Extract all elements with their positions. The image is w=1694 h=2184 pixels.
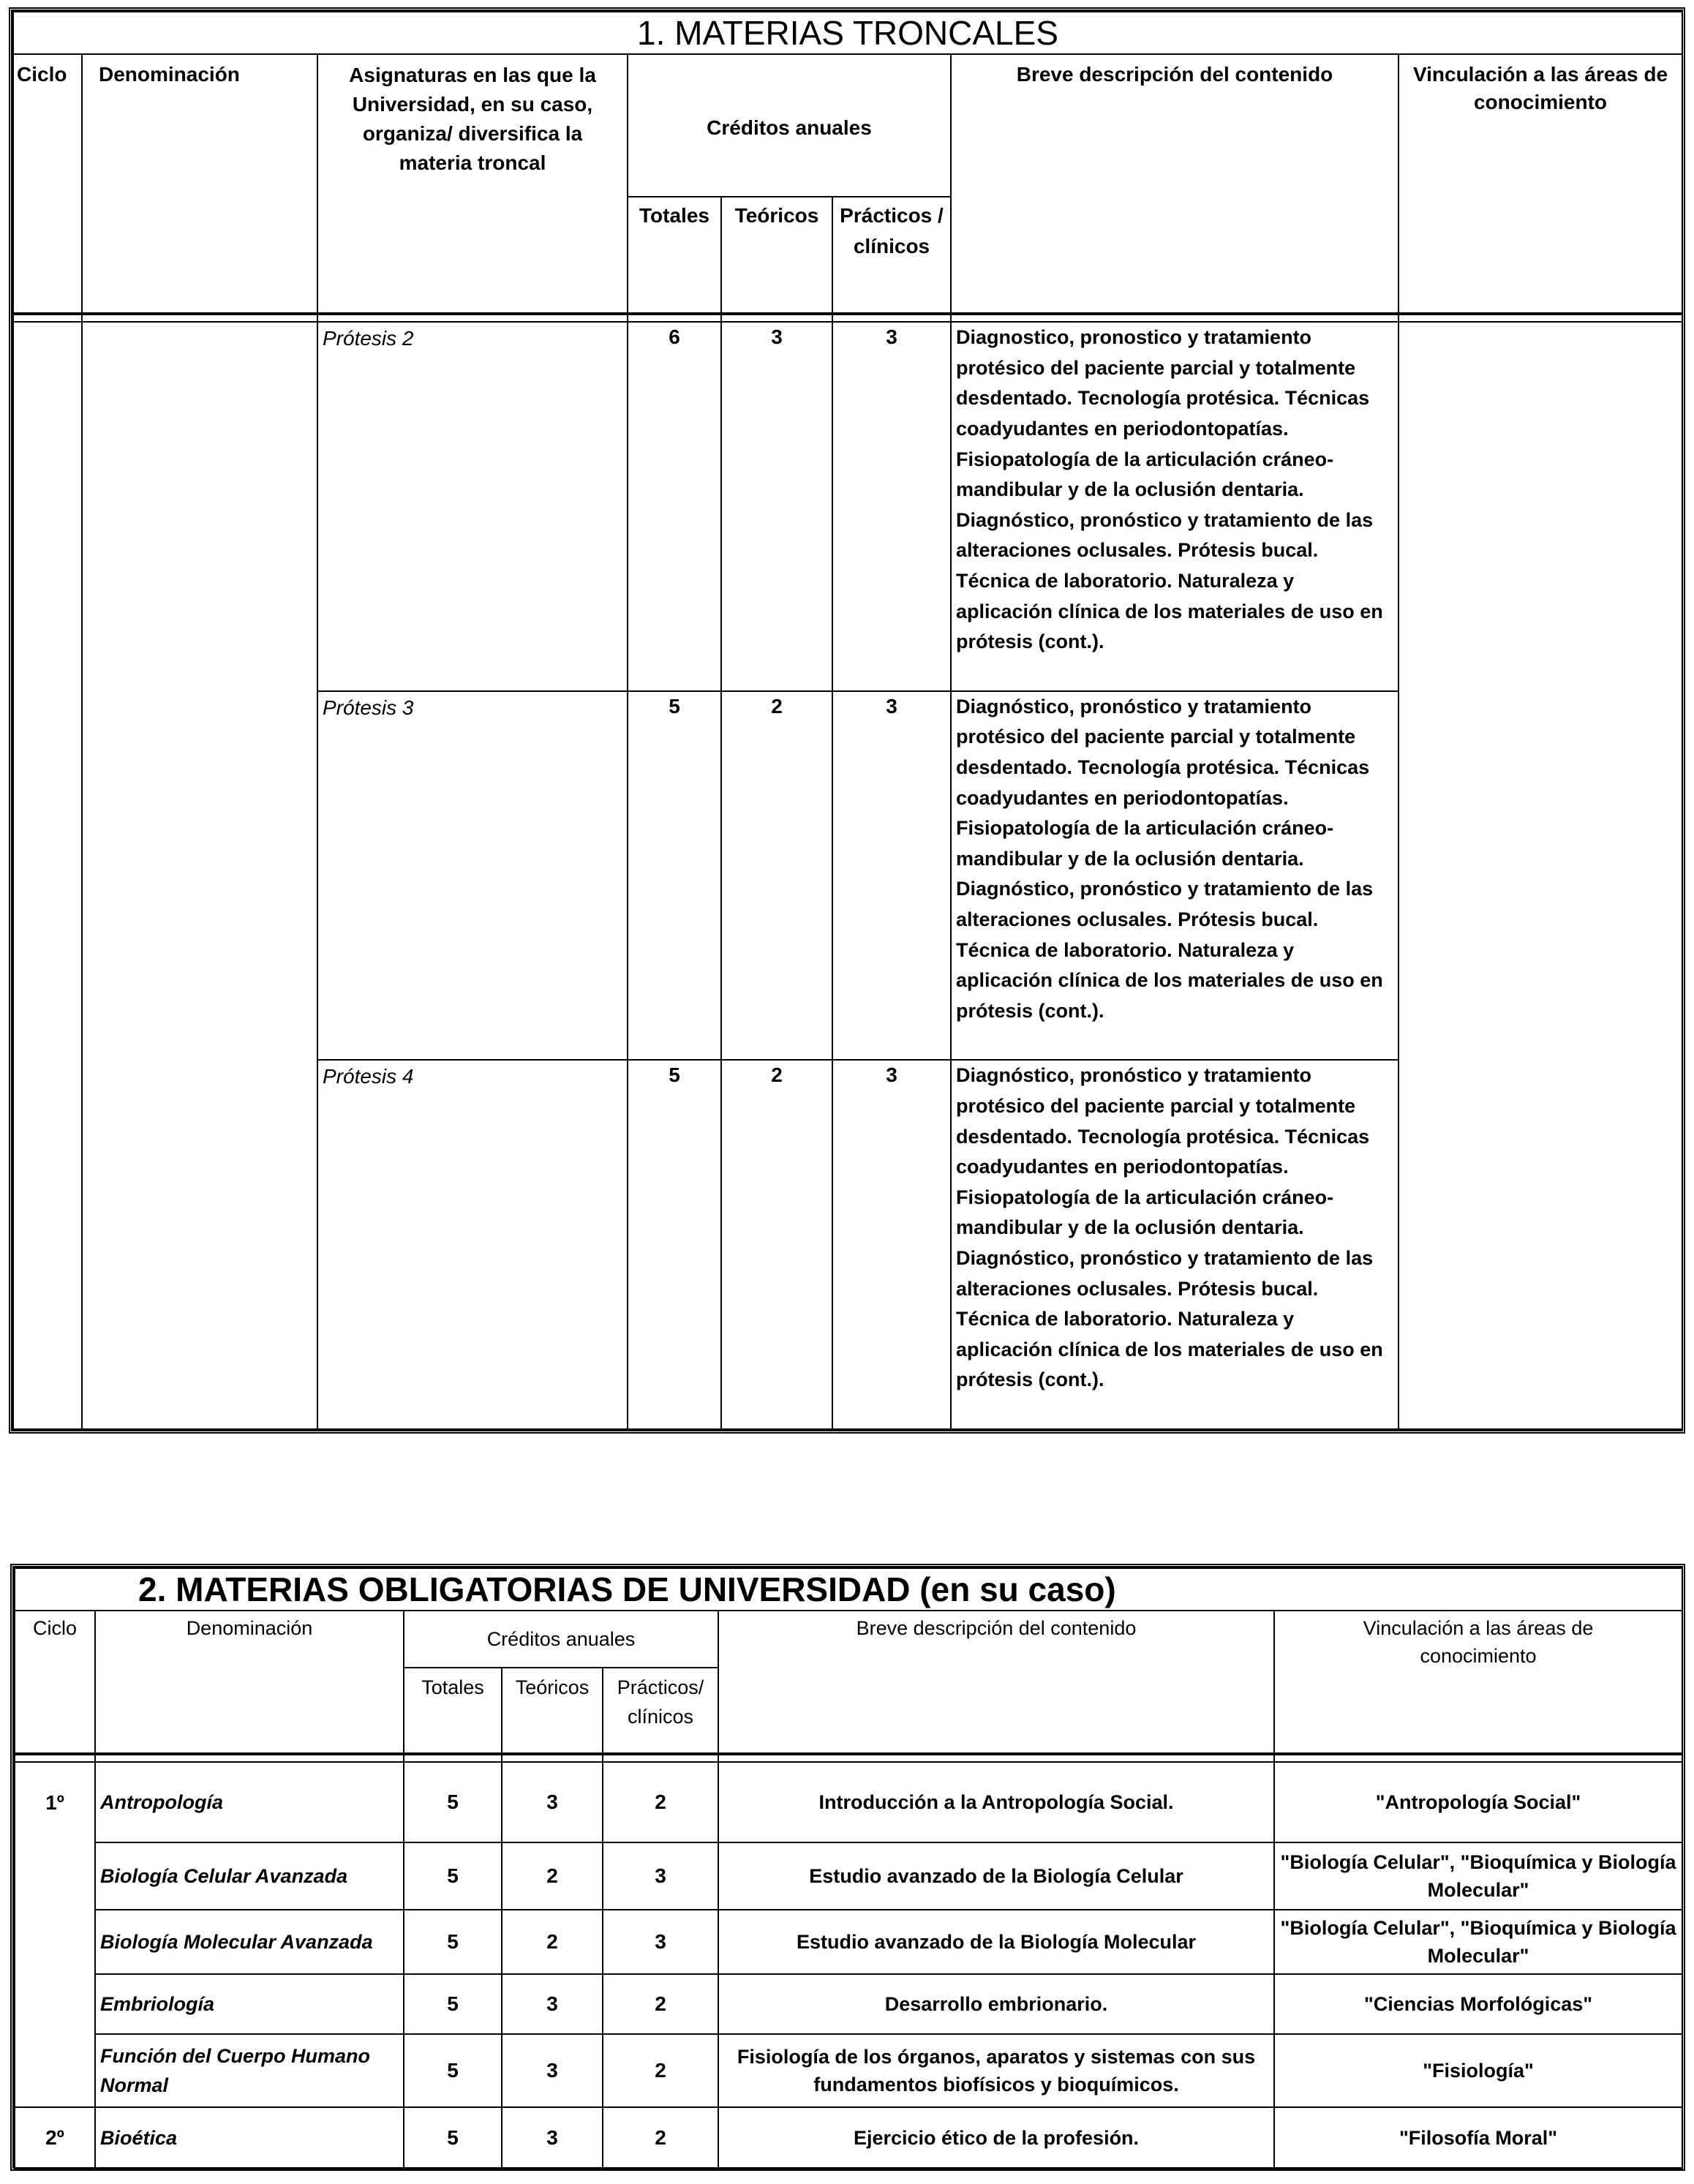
vinculacion-cell: "Antropología Social"	[1274, 1762, 1682, 1842]
totales-cell: 6	[628, 322, 721, 691]
totales-cell: 5	[404, 2034, 502, 2107]
denominacion-cell: Función del Cuerpo Humano Normal	[95, 2034, 404, 2107]
header-ciclo: Ciclo	[13, 54, 82, 314]
header-asignaturas: Asignaturas en las que la Universidad, en su caso, organiza/ diversifica la materia troncal	[317, 54, 628, 314]
table-row	[15, 1842, 1682, 1910]
asignatura-cell: Prótesis 3	[317, 691, 628, 1061]
practicos-cell: 3	[603, 1842, 718, 1910]
totales-cell: 5	[628, 691, 721, 1061]
teoricos-cell: 2	[502, 1910, 603, 1974]
practicos-cell: 3	[832, 1060, 951, 1429]
denominacion-cell: Biología Molecular Avanzada	[95, 1910, 404, 1974]
totales-cell: 5	[404, 1762, 502, 1842]
header-vinculacion: Vinculación a las áreas de conocimiento	[1274, 1611, 1682, 1754]
practicos-cell: 3	[832, 691, 951, 1061]
header-creditos: Créditos anuales	[628, 54, 951, 197]
materias-troncales-table	[9, 7, 1685, 1434]
practicos-cell: 3	[832, 322, 951, 691]
asignatura-cell: Prótesis 2	[317, 322, 628, 691]
denominacion-cell: Bioética	[95, 2107, 404, 2169]
totales-cell: 5	[404, 2107, 502, 2169]
denominacion-cell: Biología Celular Avanzada	[95, 1842, 404, 1910]
ciclo-cell: 2º	[15, 2107, 95, 2169]
vinculacion-cell: "Biología Celular", "Bioquímica y Biología Molecular"	[1274, 1910, 1682, 1974]
teoricos-cell: 3	[502, 2107, 603, 2169]
header-practicos: Prácticos / clínicos	[832, 197, 951, 314]
vinculacion-cell: "Biología Celular", "Bioquímica y Biología Molecular"	[1274, 1842, 1682, 1910]
denominacion-cell	[82, 322, 317, 1429]
header-denominacion: Denominación	[95, 1611, 404, 1754]
header-denominacion: Denominación	[82, 54, 317, 314]
ciclo-cell	[13, 322, 82, 1429]
table-row	[15, 2034, 1682, 2107]
section-title: 1. MATERIAS TRONCALES	[13, 12, 1682, 54]
materias-obligatorias-table	[10, 1564, 1685, 2171]
table-row	[15, 2107, 1682, 2169]
teoricos-cell: 2	[502, 1842, 603, 1910]
ciclo-cell	[15, 1842, 95, 1910]
header-descripcion: Breve descripción del contenido	[718, 1611, 1274, 1754]
totales-cell: 5	[404, 1910, 502, 1974]
section-title: 2. MATERIAS OBLIGATORIAS DE UNIVERSIDAD (en su caso)	[15, 1568, 1682, 1611]
vinculacion-cell: "Filosofía Moral"	[1274, 2107, 1682, 2169]
ciclo-cell: 1º	[15, 1762, 95, 1842]
vinculacion-cell: "Ciencias Morfológicas"	[1274, 1974, 1682, 2034]
descripcion-cell: Diagnostico, pronostico y tratamiento protésico del paciente parcial y totalmente desdentado. Tecnología protésica. Técnicas coadyudantes en periodontopatías. Fisiopatología de la articulación cráneo-mandibular y de la oclusión dentaria. Diagnóstico, pronóstico y tratamiento de las alteraciones oclusales. Prótesis bucal. Técnica de laboratorio. Naturaleza y aplicación clínica de los materiales de uso en prótesis (cont.).	[951, 322, 1399, 691]
practicos-cell: 2	[603, 1762, 718, 1842]
table-row	[13, 322, 1682, 691]
teoricos-cell: 3	[502, 2034, 603, 2107]
totales-cell: 5	[404, 1842, 502, 1910]
vinculacion-cell	[1399, 322, 1682, 1429]
descripcion-cell: Introducción a la Antropología Social.	[718, 1762, 1274, 1842]
teoricos-cell: 2	[721, 1060, 832, 1429]
table-row	[15, 1974, 1682, 2034]
teoricos-cell: 3	[502, 1762, 603, 1842]
table-row	[15, 1910, 1682, 1974]
totales-cell: 5	[628, 1060, 721, 1429]
practicos-cell: 2	[603, 2034, 718, 2107]
descripcion-cell: Diagnóstico, pronóstico y tratamiento protésico del paciente parcial y totalmente desdentado. Tecnología protésica. Técnicas coadyudantes en periodontopatías. Fisiopatología de la articulación cráneo-mandibular y de la oclusión dentaria. Diagnóstico, pronóstico y tratamiento de las alteraciones oclusales. Prótesis bucal. Técnica de laboratorio. Naturaleza y aplicación clínica de los materiales de uso en prótesis (cont.).	[951, 691, 1399, 1061]
header-ciclo: Ciclo	[15, 1611, 95, 1754]
descripcion-cell: Estudio avanzado de la Biología Molecular	[718, 1910, 1274, 1974]
vinculacion-cell: "Fisiología"	[1274, 2034, 1682, 2107]
teoricos-cell: 3	[502, 1974, 603, 2034]
descripcion-cell: Estudio avanzado de la Biología Celular	[718, 1842, 1274, 1910]
denominacion-cell: Antropología	[95, 1762, 404, 1842]
descripcion-cell: Fisiología de los órganos, aparatos y sistemas con sus fundamentos biofísicos y bioquímicos.	[718, 2034, 1274, 2107]
teoricos-cell: 3	[721, 322, 832, 691]
practicos-cell: 2	[603, 1974, 718, 2034]
ciclo-cell	[15, 1974, 95, 2034]
header-creditos: Créditos anuales	[404, 1611, 718, 1668]
table-row	[15, 1762, 1682, 1842]
descripcion-cell: Diagnóstico, pronóstico y tratamiento protésico del paciente parcial y totalmente desdentado. Tecnología protésica. Técnicas coadyudantes en periodontopatías. Fisiopatología de la articulación cráneo-mandibular y de la oclusión dentaria. Diagnóstico, pronóstico y tratamiento de las alteraciones oclusales. Prótesis bucal. Técnica de laboratorio. Naturaleza y aplicación clínica de los materiales de uso en prótesis (cont.).	[951, 1060, 1399, 1429]
header-vinculacion: Vinculación a las áreas de conocimiento	[1399, 54, 1682, 314]
header-totales: Totales	[404, 1668, 502, 1754]
descripcion-cell: Ejercicio ético de la profesión.	[718, 2107, 1274, 2169]
descripcion-cell: Desarrollo embrionario.	[718, 1974, 1274, 2034]
practicos-cell: 3	[603, 1910, 718, 1974]
denominacion-cell: Embriología	[95, 1974, 404, 2034]
header-descripcion: Breve descripción del contenido	[951, 54, 1399, 314]
header-teoricos: Teóricos	[502, 1668, 603, 1754]
header-totales: Totales	[628, 197, 721, 314]
header-teoricos: Teóricos	[721, 197, 832, 314]
teoricos-cell: 2	[721, 691, 832, 1061]
header-practicos: Prácticos/ clínicos	[603, 1668, 718, 1754]
ciclo-cell	[15, 1910, 95, 1974]
ciclo-cell	[15, 2034, 95, 2107]
practicos-cell: 2	[603, 2107, 718, 2169]
totales-cell: 5	[404, 1974, 502, 2034]
asignatura-cell: Prótesis 4	[317, 1060, 628, 1429]
